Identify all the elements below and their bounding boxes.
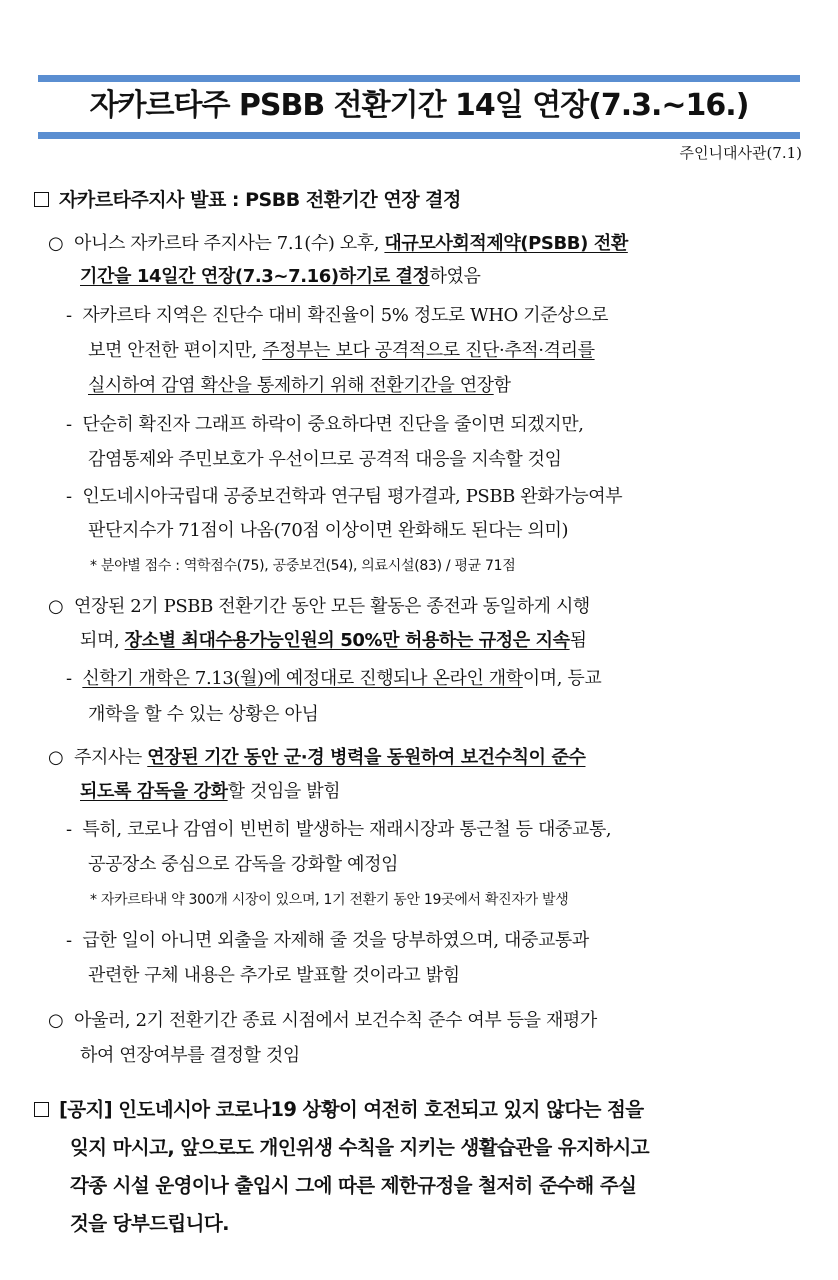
dash-bullet-icon: - <box>66 930 72 951</box>
circle-bullet-icon: ○ <box>48 747 64 768</box>
paragraph-3-line-2: 되도록 감독을 강화할 것임을 밝힘 <box>80 781 341 802</box>
dash-bullet-icon: - <box>66 486 72 507</box>
paragraph-4-line-2: 하여 연장여부를 결정할 것임 <box>80 1045 300 1066</box>
detail-6-line-1: - 급한 일이 아니면 외출을 자제해 줄 것을 당부하였으며, 대중교통과 <box>66 926 589 956</box>
paragraph-1-line-1: ○ 아니스 자카르타 주지사는 7.1(수) 오후, 대규모사회적제약(PSBB) 전환 <box>48 229 628 259</box>
circle-bullet-icon: ○ <box>48 233 64 254</box>
detail-1-line-3: 실시하여 감염 확산을 통제하기 위해 전환기간을 연장함 <box>88 375 511 396</box>
underlined-text: 신학기 개학은 7.13(월)에 예정대로 진행되나 온라인 개학 <box>82 668 523 689</box>
detail-6-line-2: 관련한 구체 내용은 추가로 발표할 것이라고 밝힘 <box>88 965 460 986</box>
footnote-markets: * 자카르타내 약 300개 시장이 있으며, 1기 전환기 동안 19곳에서 확진자가 발생 <box>90 892 569 908</box>
footnote-scores: * 분야별 점수 : 역학점수(75), 공중보건(54), 의료시설(83) / 평균 71점 <box>90 558 516 574</box>
paragraph-2-line-2: 되며, 장소별 최대수용가능인원의 50%만 허용하는 규정은 지속됨 <box>80 630 587 651</box>
detail-1-line-1: - 자카르타 지역은 진단수 대비 확진율이 5% 정도로 WHO 기준상으로 <box>66 301 608 331</box>
detail-3-line-2: 판단지수가 71점이 나옴(70점 이상이면 완화해도 된다는 의미) <box>88 520 569 541</box>
emphasis-text: 장소별 최대수용가능인원의 50%만 허용하는 규정은 지속 <box>124 630 570 651</box>
issuer-date: 주인니대사관(7.1) <box>679 144 802 162</box>
notice-line-3: 각종 시설 운영이나 출입시 그에 따른 제한규정을 철저히 준수해 주실 <box>70 1174 637 1197</box>
paragraph-2-line-1: ○ 연장된 2기 PSBB 전환기간 동안 모든 활동은 종전과 동일하게 시행 <box>48 592 590 622</box>
paragraph-1-line-2: 기간을 14일간 연장(7.3∼7.16)하기로 결정하였음 <box>80 266 481 287</box>
detail-4-line-1: - 신학기 개학은 7.13(월)에 예정대로 진행되나 온라인 개학이며, 등교 <box>66 664 601 694</box>
detail-2-line-1: - 단순히 확진자 그래프 하락이 중요하다면 진단을 줄이면 되겠지만, <box>66 410 584 440</box>
detail-3-line-1: - 인도네시아국립대 공중보건학과 연구팀 평가결과, PSBB 완화가능여부 <box>66 482 622 512</box>
underlined-text: 주정부는 보다 공격적으로 진단·추적·격리를 <box>262 340 595 361</box>
detail-2-line-2: 감염통제와 주민보호가 우선이므로 공격적 대응을 지속할 것임 <box>88 449 562 470</box>
dash-bullet-icon: - <box>66 819 72 840</box>
dash-bullet-icon: - <box>66 305 72 326</box>
title-top-rule <box>38 75 800 82</box>
detail-5-line-2: 공공장소 중심으로 감독을 강화할 예정임 <box>88 854 399 875</box>
circle-bullet-icon: ○ <box>48 596 64 617</box>
emphasis-text: 대규모사회적제약(PSBB) 전환 <box>384 233 628 254</box>
dash-bullet-icon: - <box>66 668 72 689</box>
detail-4-line-2: 개학을 할 수 있는 상황은 아님 <box>88 704 319 725</box>
title-bottom-rule <box>38 132 800 139</box>
paragraph-3-line-1: ○ 주지사는 연장된 기간 동안 군·경 병력을 동원하여 보건수칙이 준수 <box>48 743 585 773</box>
paragraph-4-line-1: ○ 아울러, 2기 전환기간 종료 시점에서 보건수칙 준수 여부 등을 재평가 <box>48 1006 597 1036</box>
section-heading <box>34 186 461 214</box>
emphasis-text: 되도록 감독을 강화 <box>80 781 228 802</box>
emphasis-text: 연장된 기간 동안 군·경 병력을 동원하여 보건수칙이 준수 <box>147 747 586 768</box>
section-heading-text: 자카르타주지사 발표 : PSBB 전환기간 연장 결정 <box>59 189 461 211</box>
circle-bullet-icon: ○ <box>48 1010 64 1031</box>
notice-line-4: 것을 당부드립니다. <box>70 1212 229 1235</box>
dash-bullet-icon: - <box>66 414 72 435</box>
checkbox-marker-icon <box>34 1102 49 1117</box>
notice-line-2: 잊지 마시고, 앞으로도 개인위생 수칙을 지키는 생활습관을 유지하시고 <box>70 1136 650 1159</box>
page-title: 자카르타주 PSBB 전환기간 14일 연장(7.3.~16.) <box>89 88 749 123</box>
underlined-text: 실시하여 감염 확산을 통제하기 위해 전환기간을 연장 <box>88 375 494 396</box>
emphasis-text: 기간을 14일간 연장(7.3∼7.16)하기로 결정 <box>80 266 430 287</box>
checkbox-marker-icon <box>34 192 49 207</box>
detail-5-line-1: - 특히, 코로나 감염이 빈번히 발생하는 재래시장과 통근철 등 대중교통, <box>66 815 611 845</box>
detail-1-line-2: 보면 안전한 편이지만, 주정부는 보다 공격적으로 진단·추적·격리를 <box>88 340 595 361</box>
notice-line-1: [공지] 인도네시아 코로나19 상황이 여전히 호전되고 있지 않다는 점을 <box>34 1092 643 1128</box>
